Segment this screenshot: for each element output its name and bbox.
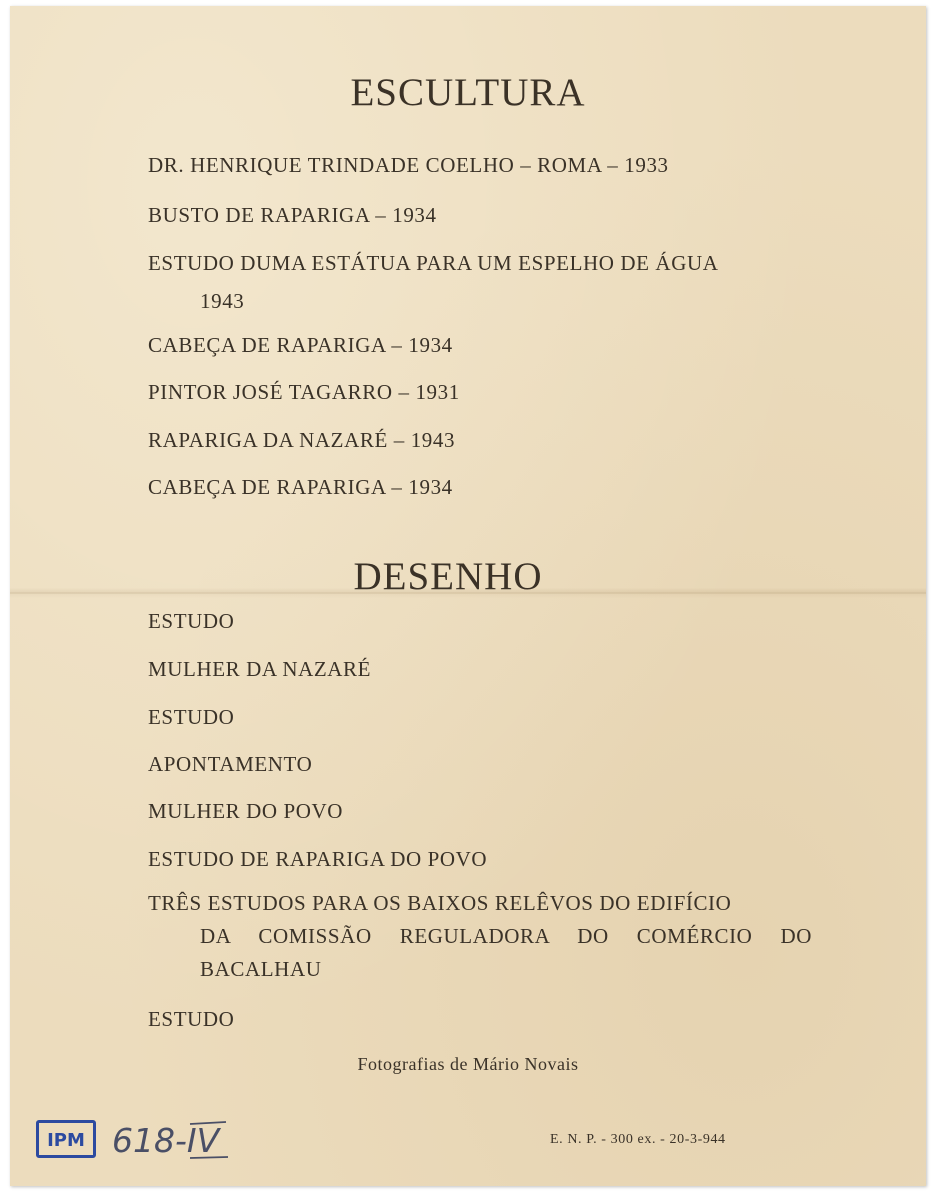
sculpture-item-3-line-1: ESTUDO DUMA ESTÁTUA PARA UM ESPELHO DE ÁGUA — [148, 251, 719, 275]
handwritten-catalog-number — [108, 1114, 248, 1171]
drawing-item-2: MULHER DA NAZARÉ — [148, 657, 372, 681]
sculpture-item-1: DR. HENRIQUE TRINDADE COELHO – ROMA – 1933 — [148, 153, 669, 177]
drawing-item-8: ESTUDO — [148, 1007, 235, 1031]
sculpture-item-2: BUSTO DE RAPARIGA – 1934 — [148, 203, 437, 227]
sculpture-item-4: CABEÇA DE RAPARIGA – 1934 — [148, 333, 453, 357]
heading-escultura: ESCULTURA — [350, 71, 586, 114]
drawing-item-4: APONTAMENTO — [148, 752, 313, 776]
drawing-item-7-continuation: DA COMISSÃO REGULADORA DO COMÉRCIO DO BACALHAU — [200, 924, 812, 981]
drawing-item-6: ESTUDO DE RAPARIGA DO POVO — [148, 847, 488, 871]
document-page — [10, 6, 926, 1186]
drawing-item-5: MULHER DO POVO — [148, 799, 344, 823]
photo-credit: Fotografias de Mário Novais — [357, 1054, 579, 1074]
drawing-item-7-line-1: TRÊS ESTUDOS PARA OS BAIXOS RELÊVOS DO EDIFÍCIO — [148, 891, 732, 915]
sculpture-item-3-line-2: 1943 — [200, 289, 245, 313]
drawing-item-1: ESTUDO — [148, 609, 235, 633]
printer-imprint: E. N. P. - 300 ex. - 20-3-944 — [550, 1132, 726, 1147]
sculpture-item-6: RAPARIGA DA NAZARÉ – 1943 — [148, 428, 456, 452]
sculpture-item-5: PINTOR JOSÉ TAGARRO – 1931 — [148, 380, 460, 404]
heading-desenho: DESENHO — [353, 555, 543, 598]
drawing-item-3: ESTUDO — [148, 705, 235, 729]
sculpture-item-7: CABEÇA DE RAPARIGA – 1934 — [148, 475, 453, 499]
sculpture-item-3 — [148, 244, 719, 320]
handwritten-number-graphic — [108, 1114, 248, 1166]
drawing-item-7 — [148, 887, 812, 986]
ipm-stamp — [36, 1120, 96, 1158]
ipm-stamp-graphic — [39, 1123, 93, 1155]
handwritten-number-text: 618-IV — [112, 1121, 220, 1160]
ipm-stamp-label: IPM — [47, 1130, 85, 1151]
